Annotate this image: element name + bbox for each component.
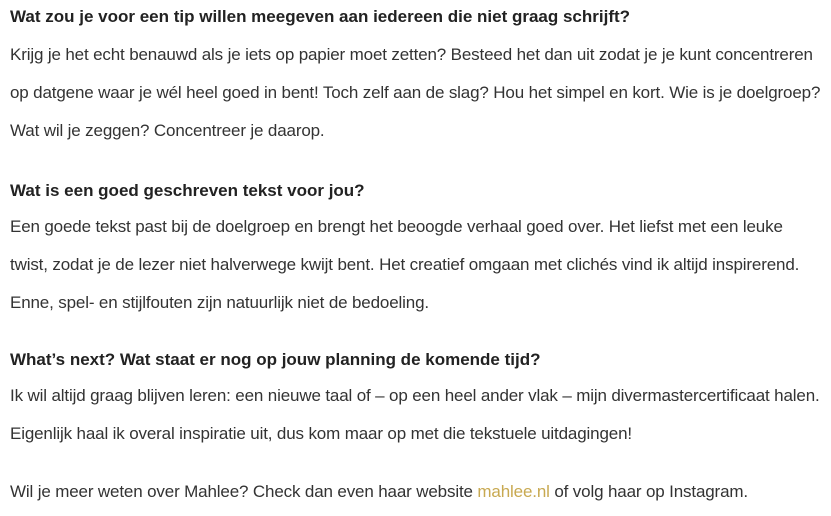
question-heading: What’s next? Wat staat er nog op jouw planning de komende tijd? — [10, 350, 541, 369]
question-heading: Wat is een goed geschreven tekst voor jou? — [10, 181, 365, 200]
closing-paragraph — [10, 473, 821, 511]
qa-block-tip — [10, 0, 821, 150]
answer-paragraph: Krijg je het echt benauwd als je iets op papier moet zetten? Besteed het dan uit zodat je je kunt concentreren op datgene waar je wél heel goed in bent! Toch zelf aan de slag? Hou het simpel en kort. Wie is je doelgroep? Wat wil je zeggen? Concentreer je daarop. — [10, 45, 821, 140]
qa-block-good-text — [10, 180, 821, 322]
qa-block-whats-next — [10, 349, 821, 453]
answer-paragraph: Ik wil altijd graag blijven leren: een nieuwe taal of – op een heel ander vlak – mijn divermastercertificaat halen. Eigenlijk haal ik overal inspiratie uit, dus kom maar op met die tekstuele uitdagingen! — [10, 386, 820, 443]
answer-paragraph: Een goede tekst past bij de doelgroep en brengt het beoogde verhaal goed over. Het liefst met een leuke twist, zodat je de lezer niet halverwege kwijt bent. Het creatief omgaan met clichés vind ik altijd inspirerend. Enne, spel- en stijlfouten zijn natuurlijk niet de bedoeling. — [10, 217, 800, 312]
closing-text-before: Wil je meer weten over Mahlee? Check dan even haar website — [10, 482, 478, 501]
website-link[interactable]: mahlee.nl — [477, 482, 550, 501]
closing-text-after: of volg haar op Instagram. — [549, 482, 748, 501]
question-heading: Wat zou je voor een tip willen meegeven aan iedereen die niet graag schrijft? — [10, 7, 631, 26]
